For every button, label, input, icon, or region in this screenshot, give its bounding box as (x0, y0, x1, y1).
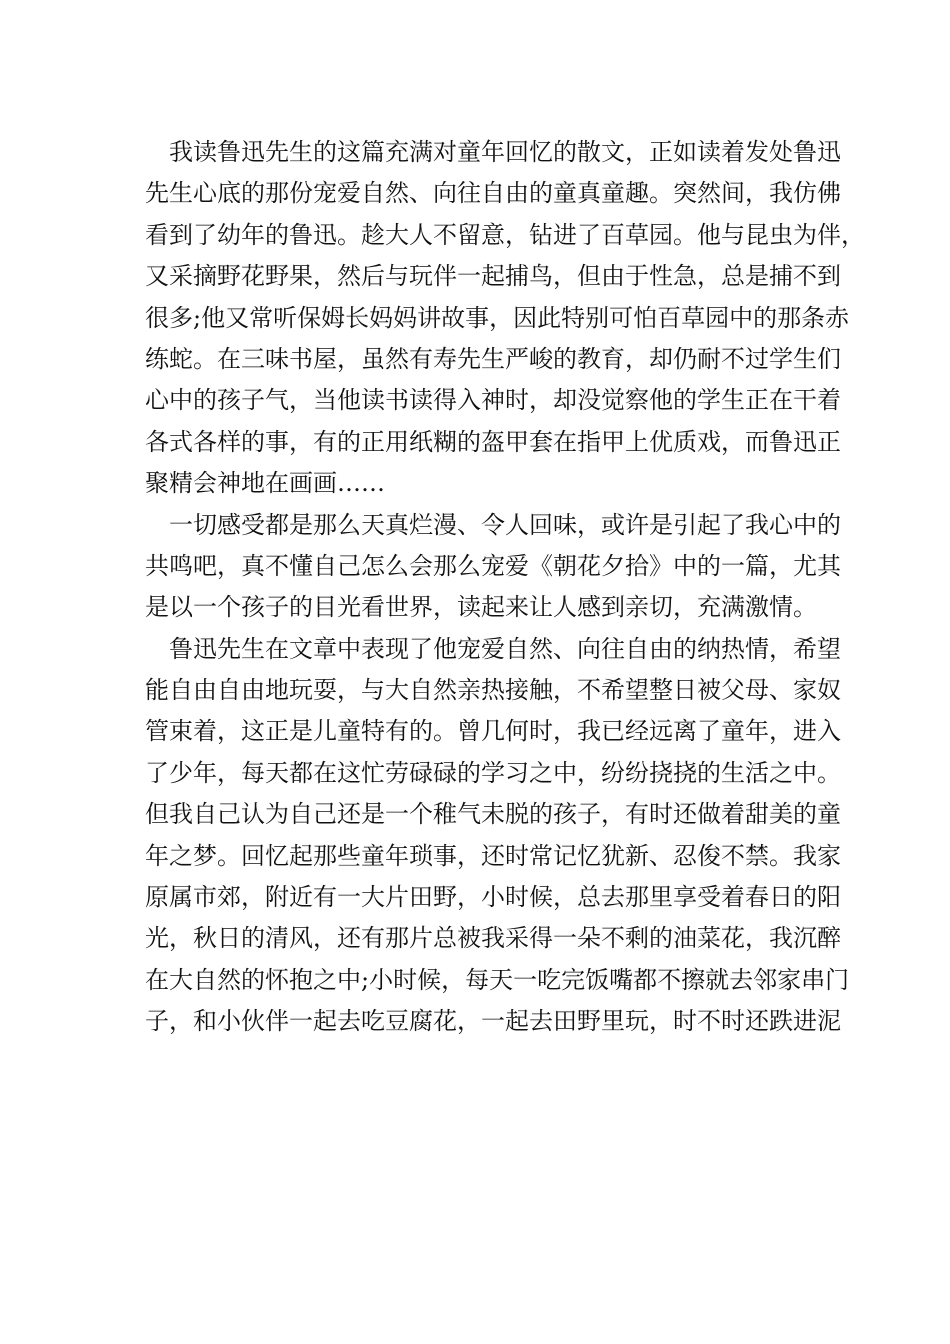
paragraph-1-line-5: 很多;他又常听保姆长妈妈讲故事，因此特别可怕百草园中的那条赤 (145, 303, 850, 332)
paragraph-1-line-3: 看到了幼年的鲁迅。趁大人不留意，钻进了百草园。他与昆虫为伴， (145, 220, 865, 249)
paragraph-3-line-1: 鲁迅先生在文章中表现了他宠爱自然、向往自由的纳热情，希望 (169, 634, 841, 663)
paragraph-3-line-2: 能自由自由地玩耍，与大自然亲热接触，不希望整日被父母、家奴 (145, 676, 841, 705)
paragraph-1-line-1: 我读鲁迅先生的这篇充满对童年回忆的散文，正如读着发处鲁迅 (169, 138, 841, 166)
paragraph-3-line-3: 管束着，这正是儿童特有的。曾几何时，我已经远离了童年，进入 (145, 717, 841, 746)
paragraph-1-line-9: 聚精会神地在画画…… (145, 469, 385, 498)
paragraph-1-line-8: 各式各样的事，有的正用纸糊的盔甲套在指甲上优质戏，而鲁迅正 (145, 427, 841, 456)
paragraph-3-line-6: 年之梦。回忆起那些童年琐事，还时常记忆犹新、忍俊不禁。我家 (145, 841, 841, 870)
paragraph-2-line-3: 是以一个孩子的目光看世界，读起来让人感到亲切，充满激情。 (145, 593, 817, 622)
paragraph-3-line-7: 原属市郊，附近有一大片田野，小时候，总去那里享受着春日的阳 (145, 883, 841, 912)
paragraph-3-line-9: 在大自然的怀抱之中;小时候，每天一吃完饭嘴都不擦就去邻家串门 (145, 965, 850, 994)
paragraph-3-line-10: 子，和小伙伴一起去吃豆腐花，一起去田野里玩，时不时还跌进泥 (145, 1007, 841, 1036)
paragraph-1-line-6: 练蛇。在三味书屋，虽然有寿先生严峻的教育，却仍耐不过学生们 (145, 344, 841, 373)
paragraph-2-line-1: 一切感受都是那么天真烂漫、令人回味，或许是引起了我心中的 (169, 510, 841, 539)
essay-body (145, 132, 865, 1043)
paragraph-3-line-8: 光，秋日的清风，还有那片总被我采得一朵不剩的油菜花，我沉醉 (145, 924, 841, 953)
paragraph-3-line-5: 但我自己认为自己还是一个稚气未脱的孩子，有时还做着甜美的童 (145, 800, 841, 829)
paragraph-3-line-4: 了少年，每天都在这忙劳碌碌的学习之中，纷纷挠挠的生活之中。 (145, 758, 841, 787)
paragraph-1-line-4: 又采摘野花野果，然后与玩伴一起捕鸟，但由于性急，总是捕不到 (145, 262, 841, 291)
paragraph-2-line-2: 共鸣吧，真不懂自己怎么会那么宠爱《朝花夕拾》中的一篇，尤其 (145, 551, 841, 580)
paragraph-1-line-7: 心中的孩子气，当他读书读得入神时，却没觉察他的学生正在干着 (145, 386, 841, 415)
paragraph-1-line-2: 先生心底的那份宠爱自然、向往自由的童真童趣。突然间，我仿佛 (145, 179, 841, 208)
